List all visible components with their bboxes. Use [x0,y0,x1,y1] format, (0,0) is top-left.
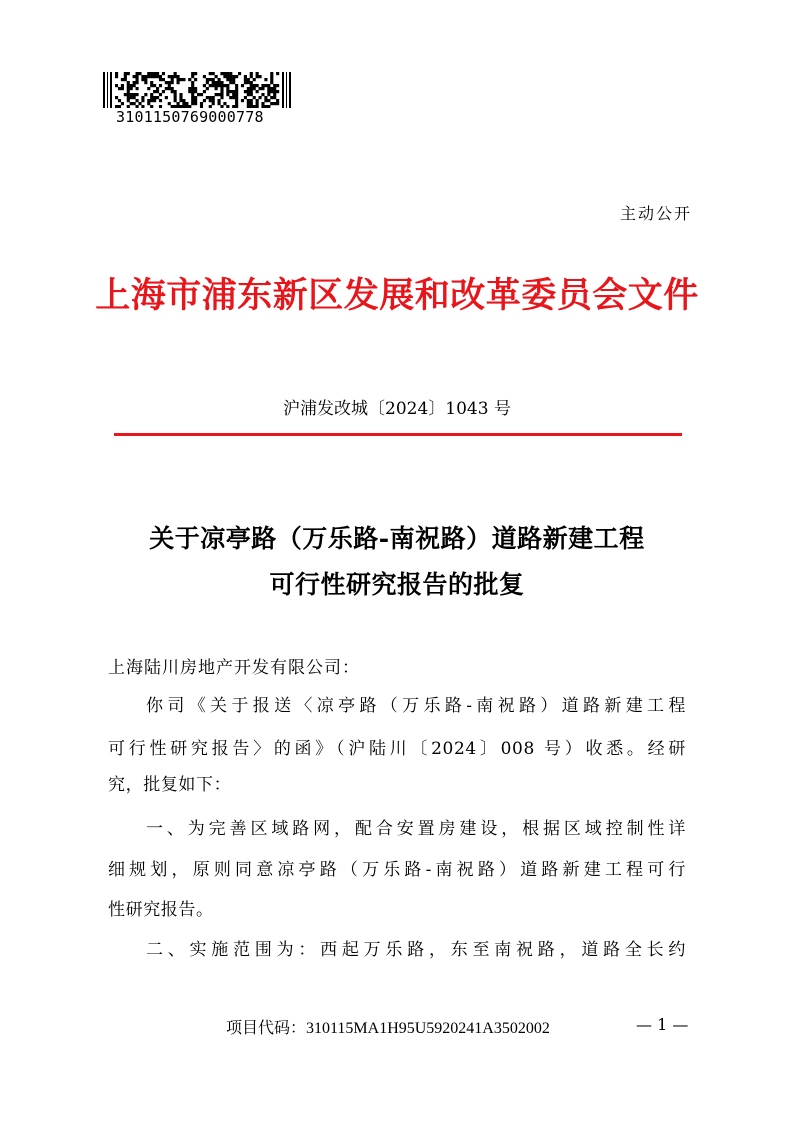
document-number: 沪浦发改城〔2024〕1043 号 [283,399,511,419]
document-title-line-2: 可行性研究报告的批复 [269,570,525,599]
page-number: — 1 — [636,1015,689,1034]
body-line: 你司《关于报送〈凉亭路（万乐路-南祝路）道路新建工程 [146,696,686,716]
barcode-number: 3101150769000778 [116,108,264,126]
agency-title: 上海市浦东新区发展和改革委员会文件 [95,275,699,316]
body-line: 可行性研究报告〉的函》（沪陆川〔2024〕008 号）收悉。经研 [108,739,686,759]
recipient: 上海陆川房地产开发有限公司： [108,658,360,678]
body-line: 二、实施范围为：西起万乐路，东至南祝路，道路全长约 [146,940,686,960]
document-title-line-1: 关于凉亭路（万乐路-南祝路）道路新建工程 [149,524,645,553]
red-separator-line [114,433,682,436]
body-line: 一、为完善区域路网，配合安置房建设，根据区域控制性详 [146,819,686,839]
project-code: 项目代码：310115MA1H95U5920241A3502002 [226,1020,550,1037]
barcode [103,72,291,108]
body-line: 性研究报告。 [108,900,214,920]
disclosure-label: 主动公开 [619,204,692,223]
body-line: 细规划，原则同意凉亭路（万乐路-南祝路）道路新建工程可行 [108,860,686,880]
body-line: 究，批复如下： [108,775,232,795]
